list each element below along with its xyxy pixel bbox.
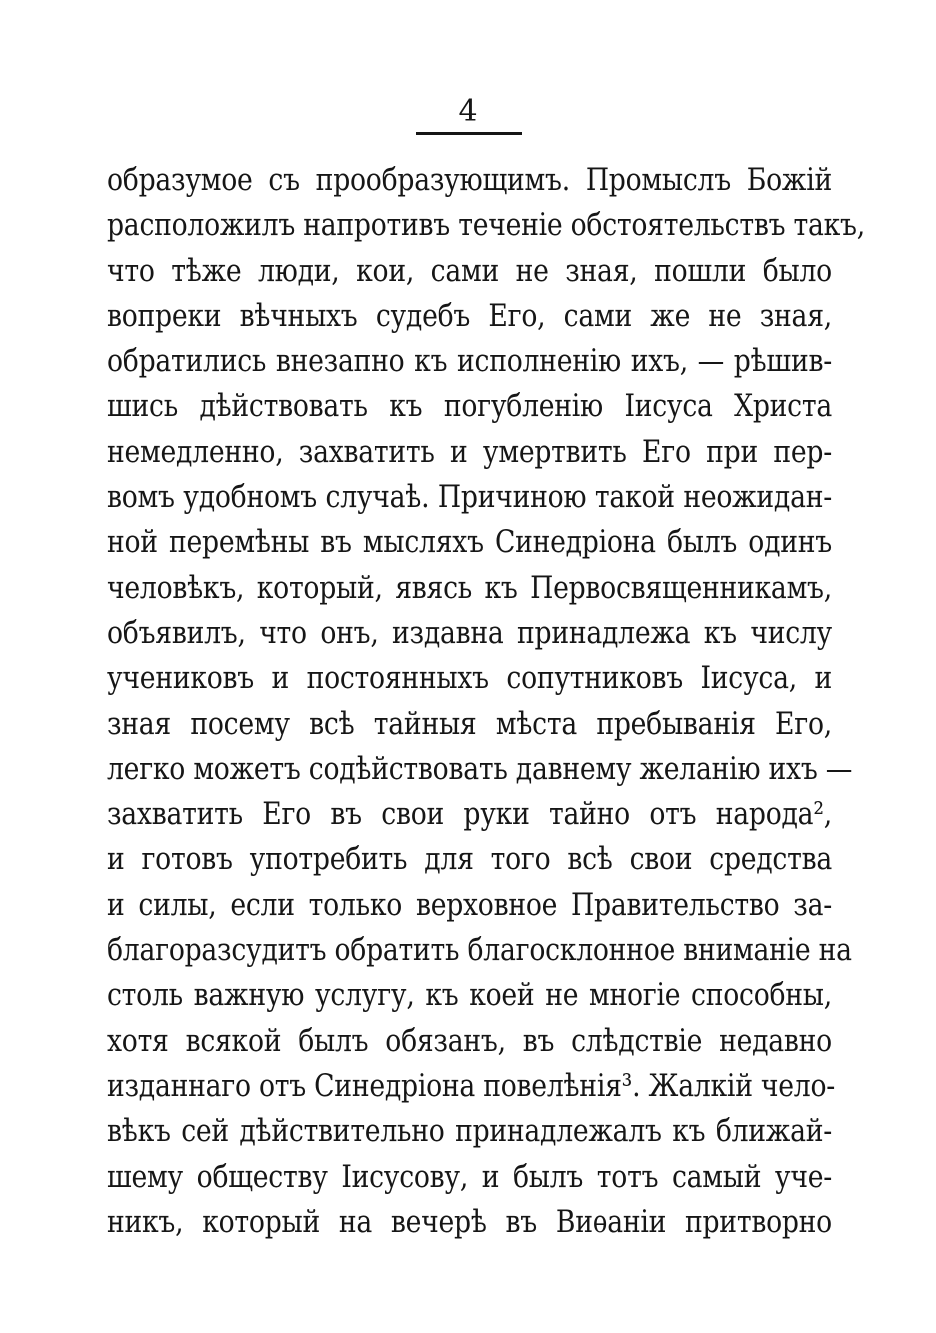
text-line: вѣкъ сей дѣйствительно принадлежалъ къ ближай- — [107, 1113, 832, 1150]
text-line: и готовъ употребить для того всѣ свои средства — [107, 841, 832, 878]
text-line: изданнаго отъ Синедріона повелѣнія³. Жалкій чело- — [107, 1067, 836, 1104]
text-line: человѣкъ, который, явясь къ Первосвященникамъ, — [107, 569, 832, 606]
text-line: обратились внезапно къ исполненію ихъ, — рѣшив- — [107, 343, 832, 380]
text-line: шись дѣйствовать къ погубленію Іисуса Христа — [107, 388, 832, 425]
text-line: хотя всякой былъ обязанъ, въ слѣдствіе недавно — [107, 1022, 832, 1059]
body-text — [107, 158, 865, 1245]
text-line: немедленно, захватить и умертвить Его при пер- — [107, 433, 832, 470]
text-line: образумое съ прообразующимъ. Промыслъ Божій — [107, 162, 832, 198]
text-line: учениковъ и постоянныхъ сопутниковъ Іисуса, и — [107, 660, 832, 697]
text-line: столь важную услугу, къ коей не многіе способны, — [107, 977, 832, 1014]
page-number: 4 — [458, 94, 478, 129]
text-line: зная посему всѣ тайныя мѣста пребыванія Его, — [107, 705, 832, 742]
text-line: легко можетъ содѣйствовать давнему желанію ихъ — — [107, 750, 853, 787]
text-line: что тѣже люди, кои, сами не зная, пошли было — [107, 252, 832, 289]
text-line: благоразсудитъ обратить благосклонное вниманіе на — [107, 932, 852, 969]
header-rule — [416, 132, 522, 135]
text-line: расположилъ напротивъ теченіе обстоятельствъ такъ, — [107, 207, 865, 244]
text-line: ной перемѣны въ мысляхъ Синедріона былъ одинъ — [107, 524, 832, 561]
text-line: шему обществу Іисусову, и былъ тотъ самый уче- — [107, 1158, 832, 1195]
text-line: захватить Его въ свои руки тайно отъ народа², — [107, 796, 832, 833]
text-line: вопреки вѣчныхъ судебъ Его, сами же не зная, — [107, 297, 832, 334]
text-line: объявилъ, что онъ, издавна принадлежа къ числу — [107, 614, 832, 651]
text-line: и силы, если только верховное Правительство за- — [107, 886, 832, 923]
text-line: никъ, который на вечерѣ въ Виѳаніи притворно — [107, 1203, 832, 1240]
text-line: вомъ удобномъ случаѣ. Причиною такой неожидан- — [107, 479, 832, 516]
